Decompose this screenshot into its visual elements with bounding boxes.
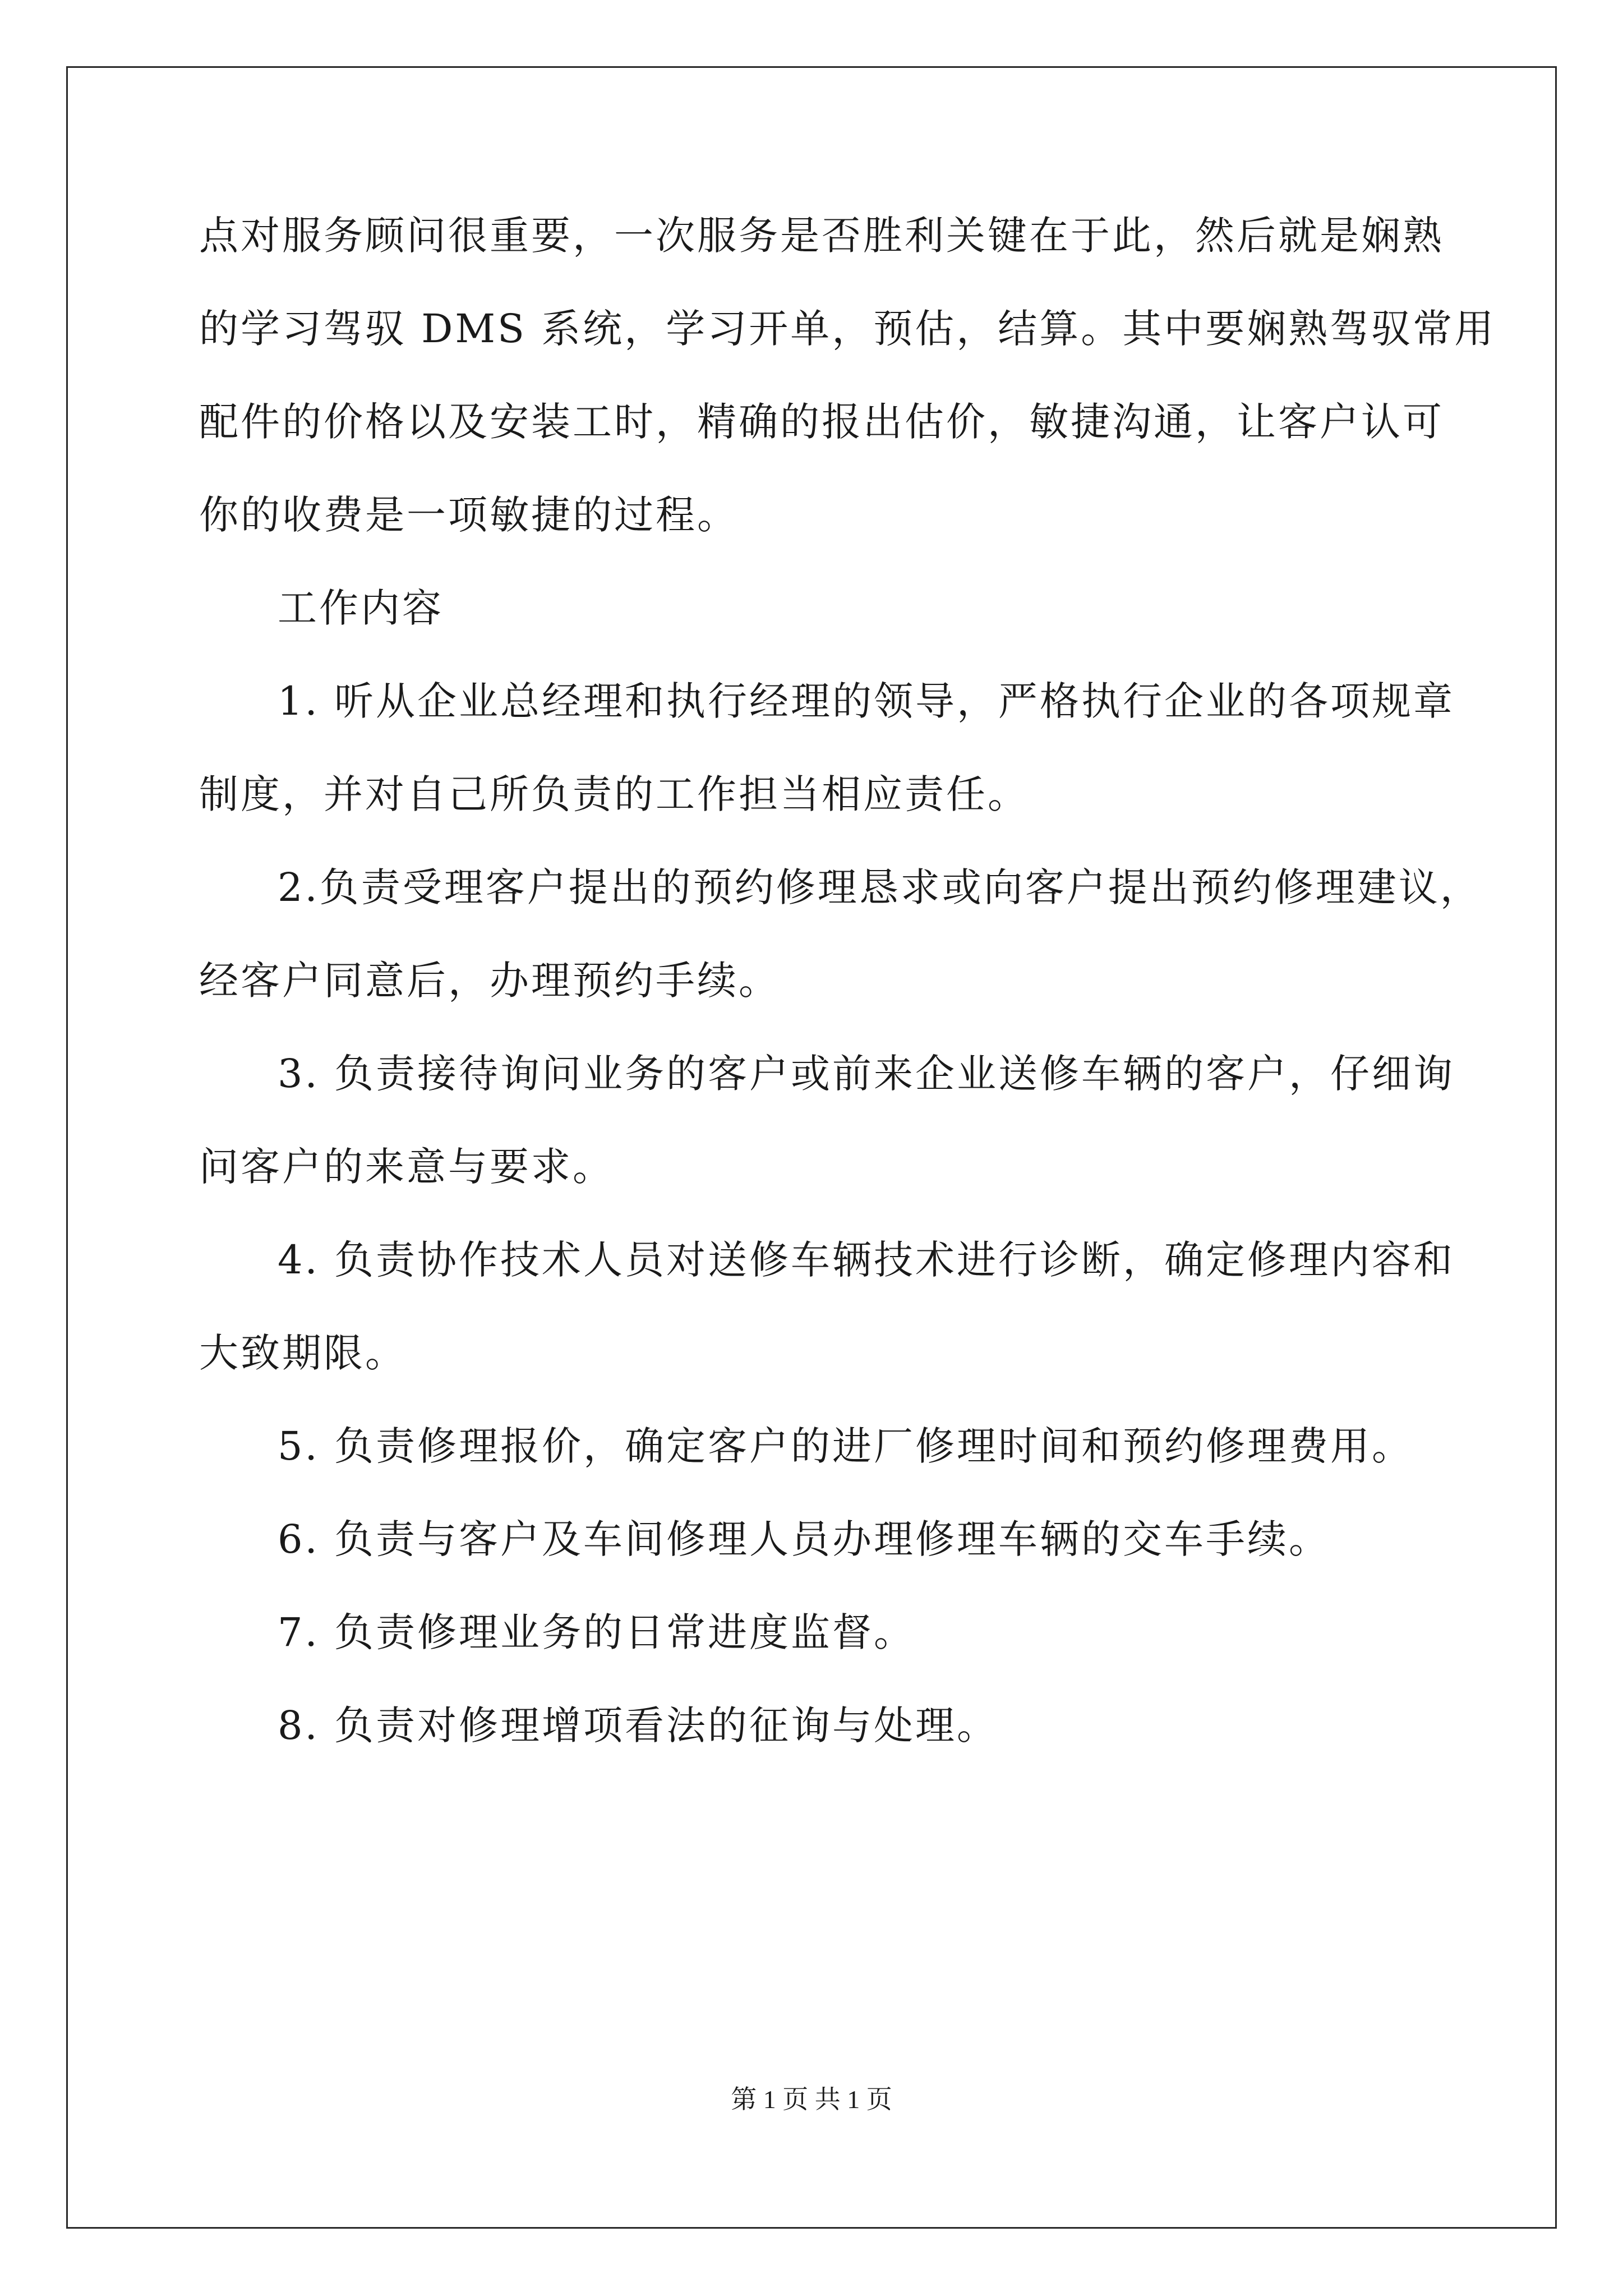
list-item-4-cont: 大致期限。 xyxy=(199,1330,407,1376)
list-item-2-cont: 经客户同意后，办理预约手续。 xyxy=(199,958,780,1004)
text-line: 配件的价格以及安装工时，精确的报出估价，敏捷沟通，让客户认可 xyxy=(199,399,1444,445)
list-item-1: 1. 听从企业总经理和执行经理的领导，严格执行企业的各项规章 xyxy=(278,678,1455,724)
document-body xyxy=(199,213,1496,1799)
list-item-5: 5. 负责修理报价，确定客户的进厂修理时间和预约修理费用。 xyxy=(278,1423,1414,1469)
text-line: 的学习驾驭 DMS 系统，学习开单，预估，结算。其中要娴熟驾驭常用 xyxy=(199,306,1496,352)
list-item-1-cont: 制度，并对自己所负责的工作担当相应责任。 xyxy=(199,771,1029,817)
list-item-4: 4. 负责协作技术人员对送修车辆技术进行诊断，确定修理内容和 xyxy=(278,1237,1455,1283)
list-item-3-cont: 问客户的来意与要求。 xyxy=(199,1144,614,1190)
list-item-7: 7. 负责修理业务的日常进度监督。 xyxy=(278,1609,916,1655)
section-heading: 工作内容 xyxy=(278,585,444,631)
text-line: 你的收费是一项敏捷的过程。 xyxy=(199,492,739,538)
text-line: 点对服务顾问很重要，一次服务是否胜利关键在于此，然后就是娴熟 xyxy=(199,213,1444,259)
list-item-8: 8. 负责对修理增项看法的征询与处理。 xyxy=(278,1703,999,1749)
list-item-6: 6. 负责与客户及车间修理人员办理修理车辆的交车手续。 xyxy=(278,1516,1331,1562)
list-item-3: 3. 负责接待询问业务的客户或前来企业送修车辆的客户，仔细询 xyxy=(278,1051,1455,1097)
page-number: 第 1 页 共 1 页 xyxy=(731,2085,892,2114)
list-item-2: 2.负责受理客户提出的预约修理恳求或向客户提出预约修理建议， xyxy=(278,864,1482,910)
